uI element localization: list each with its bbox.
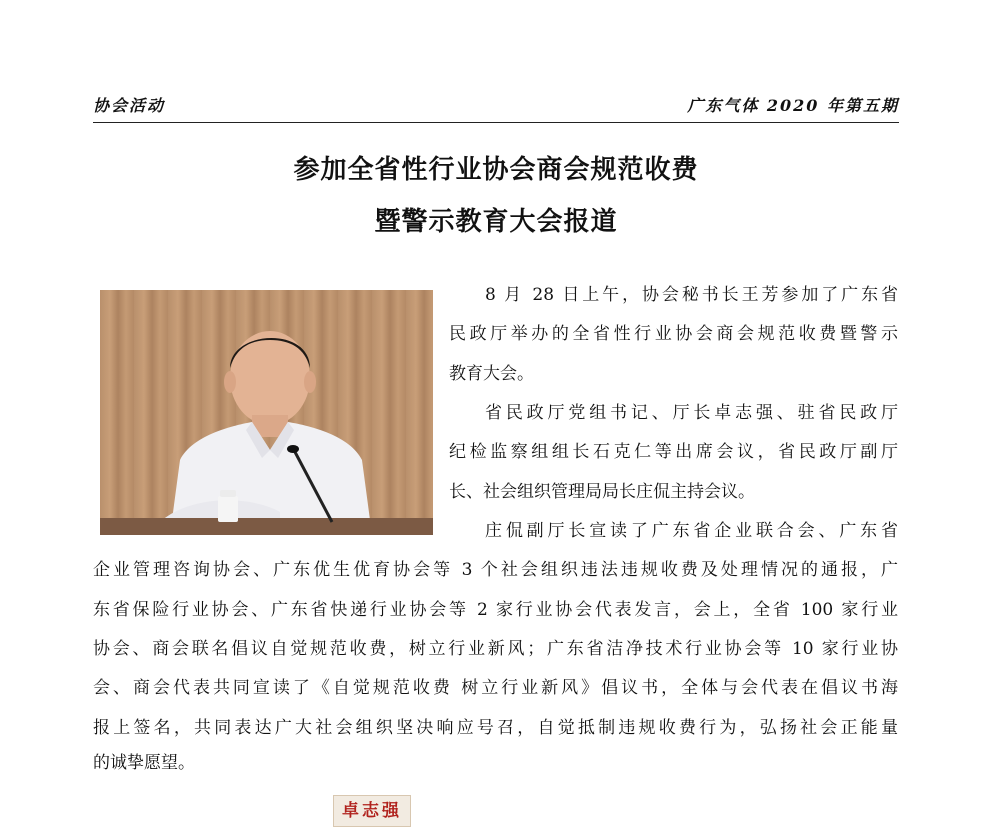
section-label: 协会活动 xyxy=(93,96,166,115)
speaker-illustration xyxy=(100,290,433,535)
paragraph-3-line: 协会、商会联名倡议自觉规范收费，树立行业新风；广东省洁净技术行业协会等 10 家行业协 xyxy=(93,639,898,659)
nameplate: 卓志强 xyxy=(333,795,411,827)
paragraph-3-line: 的诚挚愿望。 xyxy=(93,753,195,773)
article-title-line-1: 参加全省性行业协会商会规范收费 xyxy=(293,155,699,185)
paragraph-2-line: 省民政厅党组书记、厅长卓志强、驻省民政厅 xyxy=(485,403,898,423)
paragraph-3-line: 会、商会代表共同宣读了《自觉规范收费 树立行业新风》倡议书，全体与会代表在倡议书海 xyxy=(93,678,898,698)
paragraph-2-line: 纪检监察组组长石克仁等出席会议，省民政厅副厅 xyxy=(449,442,898,462)
issue-label: 广东气体 2020 年第五期 xyxy=(687,96,899,115)
paragraph-2-line: 长、社会组织管理局局长庄侃主持会议。 xyxy=(449,482,755,502)
paragraph-1-line: 民政厅举办的全省性行业协会商会规范收费暨警示 xyxy=(449,324,898,344)
running-header xyxy=(93,96,899,120)
header-divider xyxy=(93,122,899,123)
paragraph-3-line: 东省保险行业协会、广东省快递行业协会等 2 家行业协会代表发言，会上，全省 100 家行业 xyxy=(93,600,898,620)
paragraph-1-line: 教育大会。 xyxy=(449,364,534,384)
paragraph-3-line: 庄侃副厅长宣读了广东省企业联合会、广东省 xyxy=(485,521,898,541)
paragraph-3-line: 报上签名，共同表达广大社会组织坚决响应号召，自觉抵制违规收费行为，弘扬社会正能量 xyxy=(93,718,898,738)
article-title-line-2: 暨警示教育大会报道 xyxy=(374,207,618,237)
paragraph-3-line: 企业管理咨询协会、广东优生优育协会等 3 个社会组织违法违规收费及处理情况的通报，广 xyxy=(93,560,898,580)
paragraph-1-line: 8 月 28 日上午，协会秘书长王芳参加了广东省 xyxy=(485,285,898,305)
